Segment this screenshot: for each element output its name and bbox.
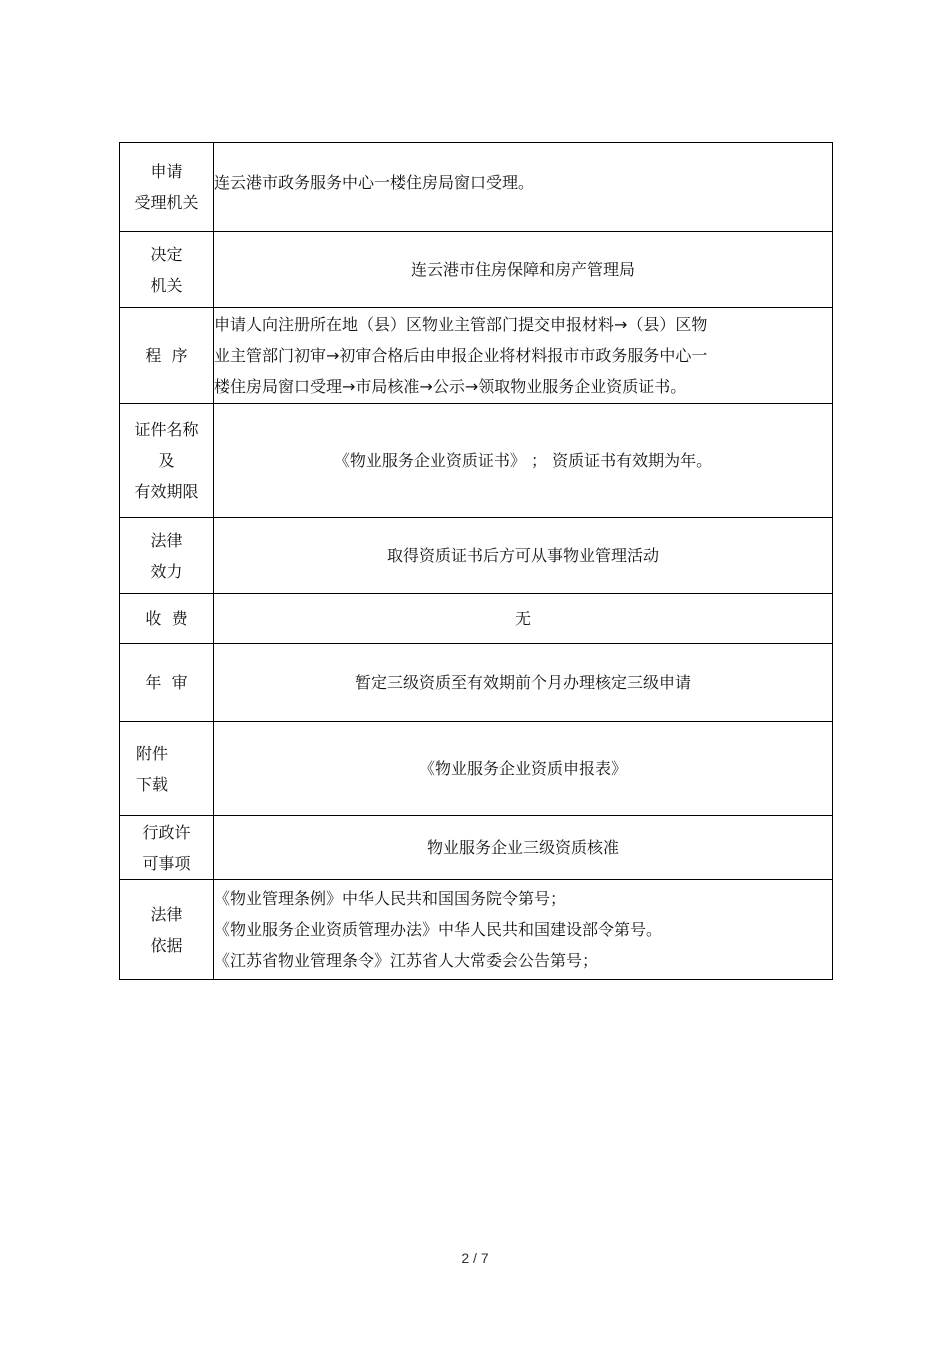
- row-label-line: 年 审: [145, 673, 188, 692]
- page-number: 2 / 7: [461, 1250, 489, 1266]
- row-label-line: 受理机关: [134, 193, 199, 212]
- row-value-line: 《物业服务企业资质证书》 ； 资质证书有效期为年。: [333, 451, 713, 470]
- row-value-line: 连云港市住房保障和房产管理局: [410, 260, 635, 279]
- row-value: [214, 644, 833, 722]
- row-value-line: 取得资质证书后方可从事物业管理活动: [386, 546, 659, 565]
- row-value-line: 楼住房局窗口受理→市局核准→公示→领取物业服务企业资质证书。: [214, 377, 687, 396]
- row-value: [214, 404, 833, 518]
- row-label: [120, 308, 214, 404]
- table-row-acceptance-office: [120, 143, 833, 232]
- table-row-certificate: [120, 404, 833, 518]
- row-value-line: 《物业服务企业资质管理办法》中华人民共和国建设部令第号。: [214, 920, 663, 939]
- table-row-decision-authority: [120, 232, 833, 308]
- row-value: [214, 308, 833, 404]
- row-label-line: 及: [158, 451, 175, 470]
- row-value: [214, 232, 833, 308]
- row-value: [214, 880, 833, 980]
- row-value: [214, 722, 833, 816]
- row-label-line: 程 序: [145, 346, 188, 365]
- row-value: [214, 143, 833, 232]
- row-value: [214, 594, 833, 644]
- row-label-line: 决定: [150, 244, 183, 264]
- row-value-line: 无: [514, 609, 531, 628]
- table-row-attachment-download: [120, 722, 833, 816]
- table-row-fees: [120, 594, 833, 644]
- row-label-line: 机关: [150, 275, 183, 295]
- row-label-line: 申请: [150, 162, 183, 181]
- row-label: [120, 143, 214, 232]
- row-label-line: 有效期限: [134, 482, 199, 501]
- row-label-line: 附件: [136, 743, 169, 763]
- row-value: [214, 816, 833, 880]
- row-label: [120, 816, 214, 880]
- row-value-line: 业主管部门初审→初审合格后由申报企业将材料报市市政务服务中心一: [214, 346, 708, 365]
- row-label: [120, 404, 214, 518]
- table-row-legal-effect: [120, 518, 833, 594]
- row-value-line: 暂定三级资质至有效期前个月办理核定三级申请: [354, 673, 691, 692]
- row-value: [214, 518, 833, 594]
- table-row-legal-basis: [120, 880, 833, 980]
- row-label-line: 行政许: [142, 822, 191, 842]
- table-row-procedure: [120, 308, 833, 404]
- row-value-line: 《江苏省物业管理条令》江苏省人大常委会公告第号；: [214, 951, 599, 970]
- row-value-line: 《物业管理条例》中华人民共和国国务院令第号；: [214, 889, 567, 908]
- row-label-line: 法律: [150, 530, 183, 550]
- row-label: [120, 722, 214, 816]
- row-label-line: 证件名称: [134, 420, 199, 439]
- row-label: [120, 594, 214, 644]
- attachment-link[interactable]: 《物业服务企业资质申报表》: [418, 759, 627, 778]
- table-row-annual-review: [120, 644, 833, 722]
- row-label-line: 依据: [150, 935, 183, 955]
- row-label-line: 法律: [150, 904, 183, 924]
- row-value-line: 连云港市政务服务中心一楼住房局窗口受理。: [214, 172, 535, 192]
- row-label: [120, 880, 214, 980]
- administrative-permit-table: [119, 142, 833, 980]
- row-label: [120, 518, 214, 594]
- row-label-line: 收 费: [145, 609, 188, 628]
- row-label: [120, 644, 214, 722]
- row-label-line: 可事项: [142, 853, 191, 873]
- row-label-line: 下载: [136, 774, 169, 794]
- table-row-permit-item: [120, 816, 833, 880]
- row-label: [120, 232, 214, 308]
- row-value-line: 申请人向注册所在地（县）区物业主管部门提交申报材料→（县）区物: [214, 315, 708, 334]
- row-label-line: 效力: [150, 561, 183, 581]
- row-value-line: 物业服务企业三级资质核准: [426, 838, 619, 857]
